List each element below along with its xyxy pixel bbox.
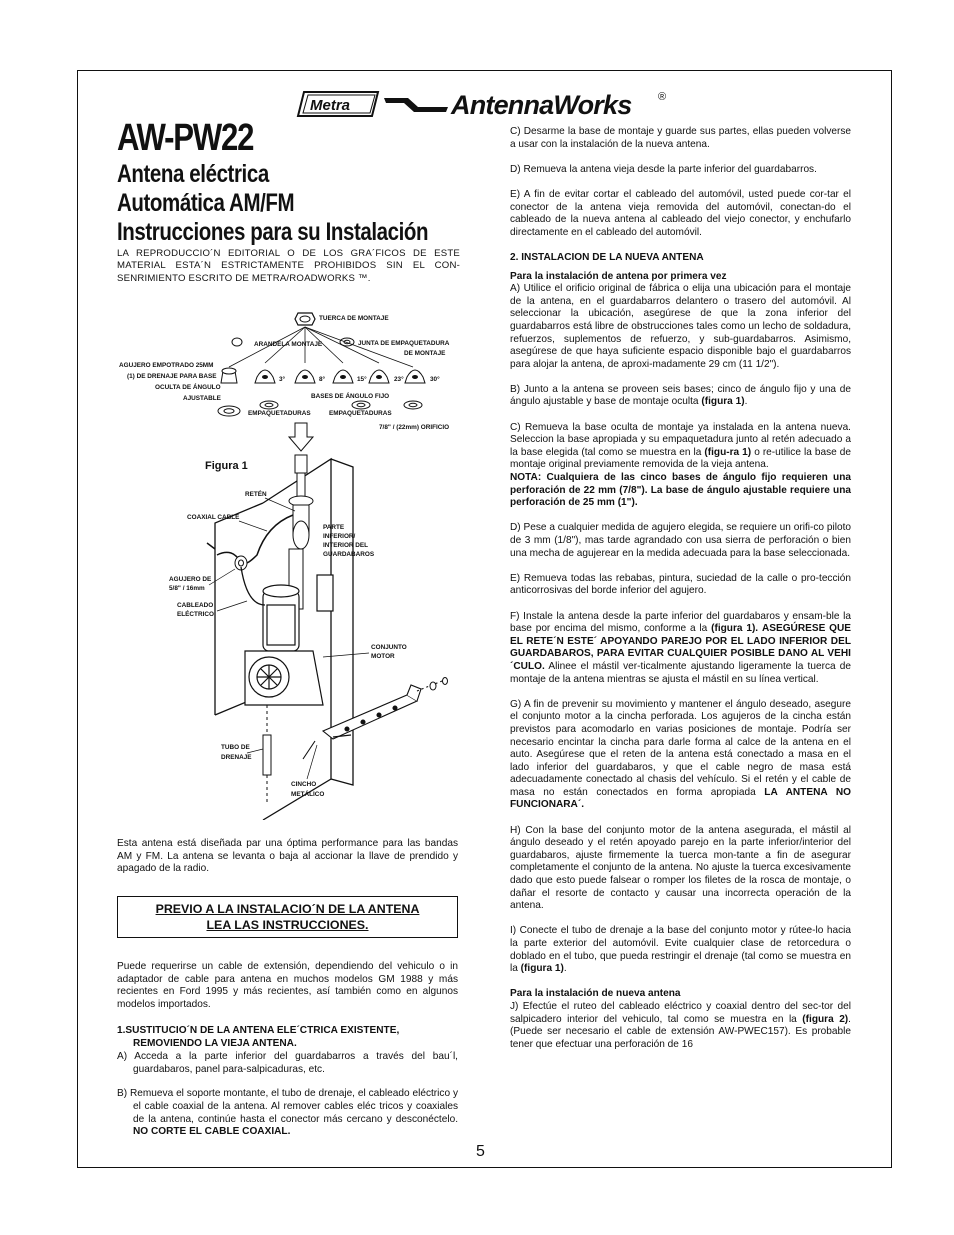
drain-tube [263,705,271,805]
section-1-b: B) Remueva el soporte montante, el tubo de drenaje, el cableado eléctrico y el cable coaxial de la antena. Al remover cables eléc tricos y coaxiales de la antena, continúe hasta el conector más cercano y desconéctelo. NO CORTE EL CABLE COAXIAL. [117,1088,458,1138]
diagram-label: AJUSTABLE [183,395,221,402]
diagram-label: 23° [394,376,404,383]
diagram-label: MOTOR [371,653,395,660]
step-a: A) Utilice el orificio original de fábrica o elija una ubicación para el montaje de la antena, en el guardabarros delantero o trasero del automóvil. Al seleccionar la ubicación, asegúrese de que la zona inferior del guardabarros está libre de obstrucciones tales como un lecho de soldadura, refuerzos, suplementos de refuerzo, y sub-guardabarros. Asimismo, asegúrese de que haya suficiente espacio disponible bajo el guardabarros para alojar la antena, de aproxi-madamente 29 cm (11 1/2"). [510,283,851,370]
model-number: AW-PW22 [117,117,254,159]
step-f: F) Instale la antena desde la parte inferior del guardabaros y ensam-ble la base por encima del mismo, conforme a la (figura 1). ASEGÚRESE QUE EL RETE´N ESTE´ APOYANDO PAREJO POR EL LADO INFERIOR DEL GUARDABAROS, PARA EVITAR CUALQUIER POSIBLE DANO AL VEHI´CULO. Alinee el mástil ver-ticalmente ajustando ligeramente la tuerca de montaje de la antena mientras se ajusta el mástil en su línea vertical. [510,610,852,685]
page-number: 5 [476,1143,485,1160]
step-i: I) Conecte el tubo de drenaje a la base del conjunto motor y rútee-lo hacia la parte exterior del automóvil. Evite cualquier clase de retorcedura o doblado en el tubo, que pueda restringir el drenaje (tal como se muestra en la (figura 1). [510,925,851,975]
diagram-label: BASES DE ÁNGULO FIJO [311,393,390,400]
note: NOTA: Cualquiera de las cinco bases de ángulo fijo requieren una perforación de 22 mm (7/8"). La base de ángulo ajustable requiere una perforación de 25 mm (1"). [510,472,851,509]
notice-line-1: PREVIO A LA INSTALACIO´N DE LA ANTENA [155,902,420,916]
metra-logo-mark [298,92,378,116]
diagram-label: TUBO DE [221,744,250,751]
step-j: J) Efectúe el ruteo del cableado eléctrico y coaxial dentro del sec-tor del salpicadero interior del vehiculo, tal como se muestra en la (figura 2). (Puede ser necesario el cable de extensión AW-PWEC157). Es probable tener que efectuar una perforación de 16 [510,1000,851,1050]
step-h: H) Con la base del conjunto motor de la antena asegurada, el mástil al ángulo deseado y el retén apoyado parejo en la parte inferior/interior del guardabaros, ajuste firmemente la tuerca mon-tante a fin de asegurar completamente el conjunto de la antena. No ajuste la tuerca excesivamente dado que esto puede falsear o romper los filetes de la rosca de montaje, o dañar el resorte de contacto y causar una incorrecta operación de la antena. [510,824,851,912]
diagram-label: JUNTA DE EMPAQUETADURA [358,340,450,347]
diagram-label: 15° [357,376,367,383]
diagram-label: CONJUNTO [371,644,407,651]
diagram-label: 3° [279,376,286,383]
diagram-label: ELÉCTRICO [177,611,214,618]
diagram-label: CINCHO [291,781,317,788]
gaskets-row [260,401,422,409]
step-d: D) Remueva la antena vieja desde la parte inferior del guardabarros. [510,163,817,175]
diagram-label: PARTE [323,524,345,531]
diagram-label: CABLEADO [177,602,214,609]
diagram-label: DE MONTAJE [404,350,446,357]
mounting-nut-icon [295,313,315,325]
antennaworks-logo-text: AntennaWorks [451,90,632,120]
diagram-label: ARANDELA MONTAJE [254,341,323,348]
diagram-label: TUERCA DE MONTAJE [319,315,389,322]
first-install-heading: Para la instalación de antena por primera vez [510,270,727,282]
section-1 [117,1025,458,1139]
new-install-heading: Para la instalación de nueva antena [510,988,681,1000]
metra-logo-text: Metra [310,97,351,114]
diagram-label: 7/8" / (22mm) ORIFICIO [379,424,450,431]
section-2-heading: 2. INSTALACION DE LA NUEVA ANTENA [510,251,704,263]
coaxial-cable [207,515,293,564]
diagram-label: GUARDABAROS [323,551,375,558]
adjustable-base-icon [218,368,240,416]
diagram-label: AGUJERO EMPOTRADO 25MM [119,362,214,369]
washer-icon [232,338,242,346]
registered-mark: ® [658,91,667,103]
diagram-label: COAXIAL CABLE [187,514,240,521]
metal-strap [303,679,447,759]
title-line-2: Automática AM/FM [117,189,295,217]
diagram-label: 5/8" / 16mm [169,585,205,592]
electrical-wire [241,567,265,605]
diagram-label: AGUJERO DE [169,576,212,583]
step-b: B) Junto a la antena se proveen seis bases; cinco de ángulo fijo y una de ángulo ajustable y base de montaje oculta (figura 1). [510,383,851,408]
diagram-label: OCULTA DE ÁNGULO [155,384,221,391]
copyright-notice: LA REPRODUCCIO´N EDITORIAL O DE LOS GRA´FICOS DE ESTE MATERIAL ESTA´N ESTRICTAMENTE PROHIBIDOS SIN EL CON-SENRIMIENTO ESCRITO DE METRA/ROADWORKS ™. [117,248,460,284]
diagram-label: RETÉN [245,491,267,498]
figure-1-diagram [117,305,462,820]
diagram-label: (1) DE DRENAJE PARA BASE [127,373,217,380]
diagram-label: INFERIOR/ [323,533,356,540]
intro-paragraph: Esta antena está diseñada par una óptima performance para las bandas AM y FM. La antena se levanta o baja al accionar la llave de prendido y apagado de la radio. [117,838,458,875]
section-1-heading: 1.SUSTITUCIO´N DE LA ANTENA ELE´CTRICA EXISTENTE, REMOVIENDO LA VIEJA ANTENA. [117,1025,400,1049]
down-arrow-icon [289,423,313,451]
section-1-a: A) Acceda a la parte inferior del guardabarros a través del bau´l, guardabaros, panel para-salpicaduras, etc. [117,1051,458,1075]
diagram-label: EMPAQUETADURAS [329,410,392,417]
diagram-label: INTERIOR DEL [323,542,369,549]
step-d2: D) Pese a cualquier medida de agujero elegida, se requiere un orifi-co piloto de 3 mm (1/8"), mas tarde agrandado con usa sierra de perforación o bien una mecha de agujerear en la medida adecuada para la base seleccionada. [510,522,851,559]
extension-paragraph: Puede requerirse un cable de extensión, dependiendo del vehiculo o in adaptador de cable para antena en muchos modelos GM 1988 y más recientes en Ford 1995 y más recientes, así también como en algunos modelos importados. [117,961,458,1010]
diagram-label: EMPAQUETADURAS [248,410,311,417]
notice-line-2: LEA LAS INSTRUCCIONES. [206,918,369,932]
step-c: C) Desarme la base de montaje y guarde sus partes, ellas pueden volverse a usar con la instalación de la nueva antena. [510,126,851,150]
step-g: G) A fin de prevenir su movimiento y mantener el ángulo deseado, asegure el conjunto motor a la cincha perforada. Los agujeros de la cincha están previstos para acomodarlo en varias posiciones de montaje. Podría ser necesario encintar la cincha para darle forma al calce de la antena en el auto. Asegúrese que el reten de la antena está conectado a masa en el lado inferior del guardabaros, y que el cable negro de masa está adecuadamente conectado al chasis del vehículo. Si el retén y el cable de masa no están conectados en forma apropiada LA ANTENA NO FUNCIONARA´. [510,698,852,811]
step-e2: E) Remueva todas las rebabas, pintura, suciedad de la calle o pro-tección anticorrosivas del borde inferior del agujero. [510,572,851,597]
swoosh-graphic [384,98,448,112]
step-c2: C) Remueva la base oculta de montaje ya instalada en la antena nueva. Seleccion la base apropiada y su empaquetadura junto al retén adecuado a la base elegida (tal como se muestra en la (figu-ra 1) o re-utilice la base de montaje original previamente removida de la vieja antena. [510,421,851,471]
step-e: E) A fin de evitar cortar el cableado del automóvil, usted puede cor-tar el conector de la antena vieja removida del automóvil, conectan-do el cableado de la nueva antena al cableado del viejo conector, y enchufarlo directamente en el cableado del automóvil. [510,188,851,238]
left-header [117,118,460,285]
diagram-label: METÁLICO [291,791,325,798]
right-column [510,126,851,1064]
diagram-label: 30° [430,376,440,383]
diagram-label: DRENAJE [221,754,252,761]
metra-antennaworks-logo [296,86,668,122]
diagram-label: 8° [319,376,326,383]
figure-label: Figura 1 [205,460,248,472]
title-line-1: Antena eléctrica [117,160,269,188]
notice-box [117,896,458,938]
relay-box [317,575,333,611]
title-line-3: Instrucciones para su Instalación [117,218,429,246]
